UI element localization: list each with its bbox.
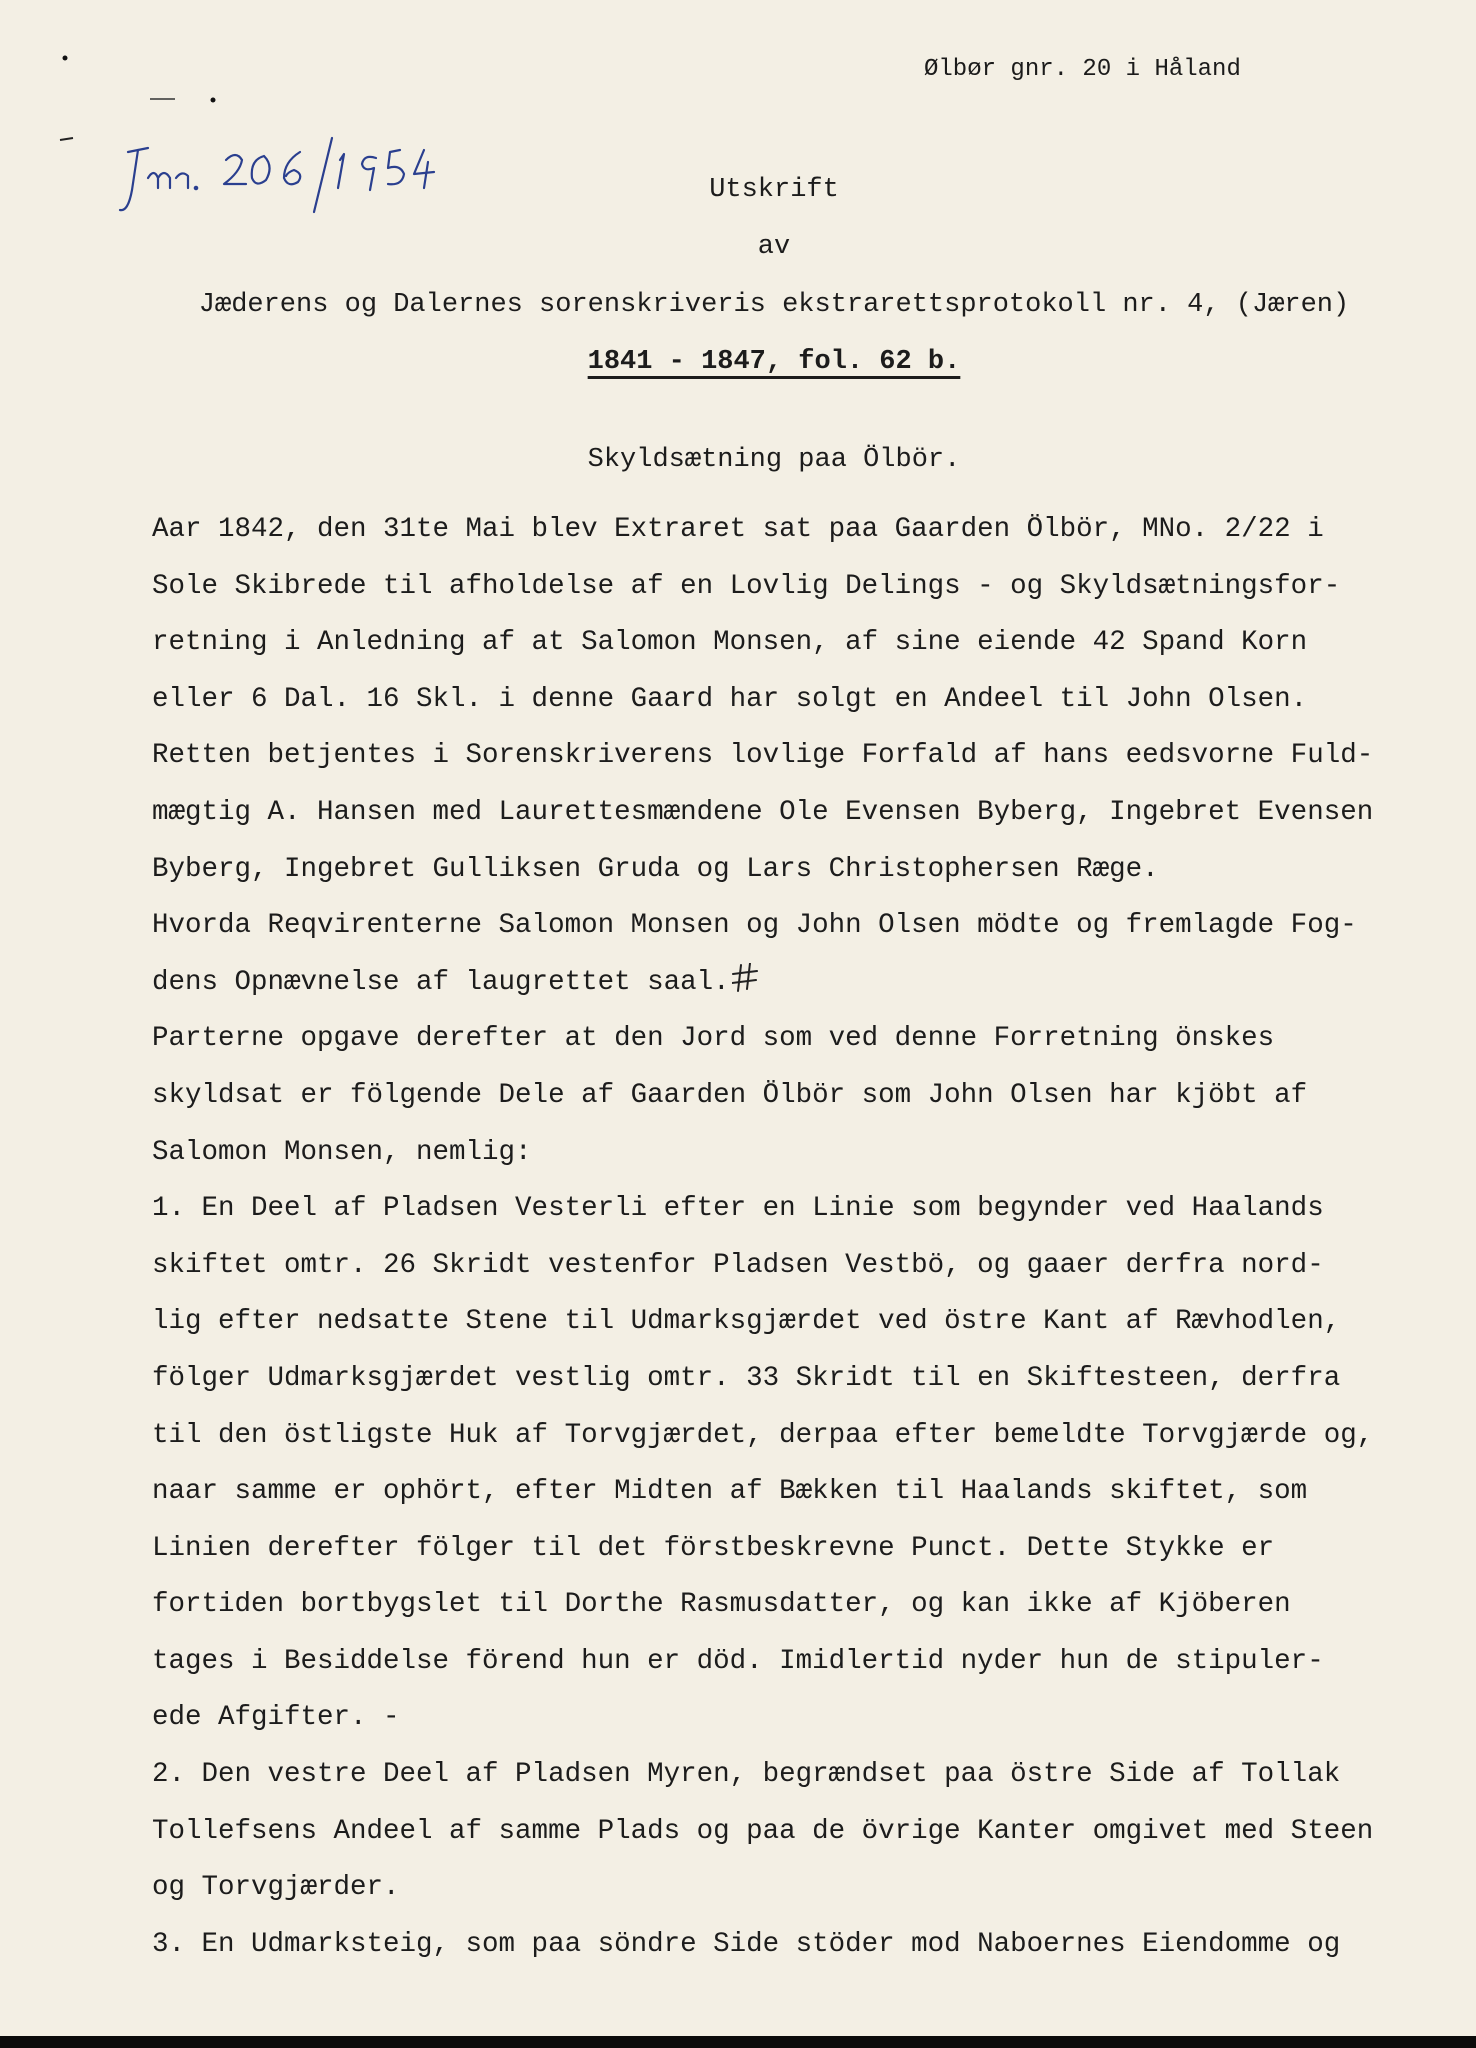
body-line: tages i Besiddelse förend hun er död. Imidlertid nyder hun de stipuler- xyxy=(152,1645,1324,1677)
body-line: til den östligste Huk af Torvgjærdet, derpaa efter bemeldte Torvgjærde og, xyxy=(152,1419,1374,1451)
body-line: Byberg, Ingebret Gulliksen Gruda og Lars Christophersen Ræge. xyxy=(152,853,1159,885)
title-connector: av xyxy=(757,232,791,262)
body-line: fortiden bortbygslet til Dorthe Rasmusdatter, og kan ikke af Kjöberen xyxy=(152,1589,1291,1621)
body-line: Tollefsens Andeel af samme Plads og paa de övrige Kanter omgivet med Steen xyxy=(152,1815,1374,1847)
source-detail-text: 1841 - 1847, fol. 62 b. xyxy=(587,347,961,377)
body-line: fölger Udmarksgjærdet vestlig omtr. 33 Skridt til en Skiftesteen, derfra xyxy=(152,1362,1341,1394)
body-line: 3. En Udmarksteig, som paa söndre Side stöder mod Naboernes Eiendomme og xyxy=(152,1928,1341,1960)
body-line: retning i Anledning af at Salomon Monsen, af sine eiende 42 Spand Korn xyxy=(152,627,1308,659)
source-protocol: Jæderens og Dalernes sorenskriveris ekstrarettsprotokoll nr. 4, (Jæren) xyxy=(198,290,1350,320)
body-line: skiftet omtr. 26 Skridt vestenfor Pladsen Vestbö, og gaaer derfra nord- xyxy=(152,1249,1324,1281)
body-line: 2. Den vestre Deel af Pladsen Myren, begrændset paa östre Side af Tollak xyxy=(152,1759,1341,1791)
section-heading: Skyldsætning paa Ölbör. xyxy=(587,445,961,475)
body-line-with-mark xyxy=(152,955,1412,1012)
body-line: Salomon Monsen, nemlig: xyxy=(152,1136,532,1168)
body-line: lig efter nedsatte Stene til Udmarksgjærdet ved östre Kant af Rævhodlen, xyxy=(152,1306,1341,1338)
handwritten-hash-mark xyxy=(732,959,758,1016)
body-line-text: dens Opnævnelse af laugrettet saal. xyxy=(152,966,730,998)
document-body xyxy=(152,502,1412,1973)
body-line: Aar 1842, den 31te Mai blev Extraret sat paa Gaarden Ölbör, MNo. 2/22 i xyxy=(152,514,1324,545)
body-line: Retten betjentes i Sorenskriverens lovlige Forfald af hans eedsvorne Fuld- xyxy=(152,740,1374,772)
body-line: og Torvgjærder. xyxy=(152,1872,400,1904)
scan-edge xyxy=(0,2036,1476,2048)
body-line: Hvorda Reqvirenterne Salomon Monsen og John Olsen mödte og fremlagde Fog- xyxy=(152,910,1357,942)
document-title: Utskrift xyxy=(709,175,839,205)
body-line: 1. En Deel af Pladsen Vesterli efter en Linie som begynder ved Haalands xyxy=(152,1193,1324,1225)
property-reference: Ølbør gnr. 20 i Håland xyxy=(924,56,1241,83)
body-line: ede Afgifter. - xyxy=(152,1702,400,1734)
body-line: naar samme er ophört, efter Midten af Bækken til Haalands skiftet, som xyxy=(152,1476,1308,1508)
body-line: Parterne opgave derefter at den Jord som ved denne Forretning önskes xyxy=(152,1023,1275,1055)
body-line: skyldsat er fölgende Dele af Gaarden Ölbör som John Olsen har kjöbt af xyxy=(152,1079,1308,1111)
body-line: mægtig A. Hansen med Laurettesmændene Ole Evensen Byberg, Ingebret Evensen xyxy=(152,796,1374,828)
body-line: Sole Skibrede til afholdelse af en Lovlig Delings - og Skyldsætningsfor- xyxy=(152,570,1341,602)
body-line: Linien derefter fölger til det förstbeskrevne Punct. Dette Stykke er xyxy=(152,1532,1275,1564)
body-line: eller 6 Dal. 16 Skl. i denne Gaard har solgt en Andeel til John Olsen. xyxy=(152,683,1308,715)
source-detail xyxy=(36,347,1476,377)
